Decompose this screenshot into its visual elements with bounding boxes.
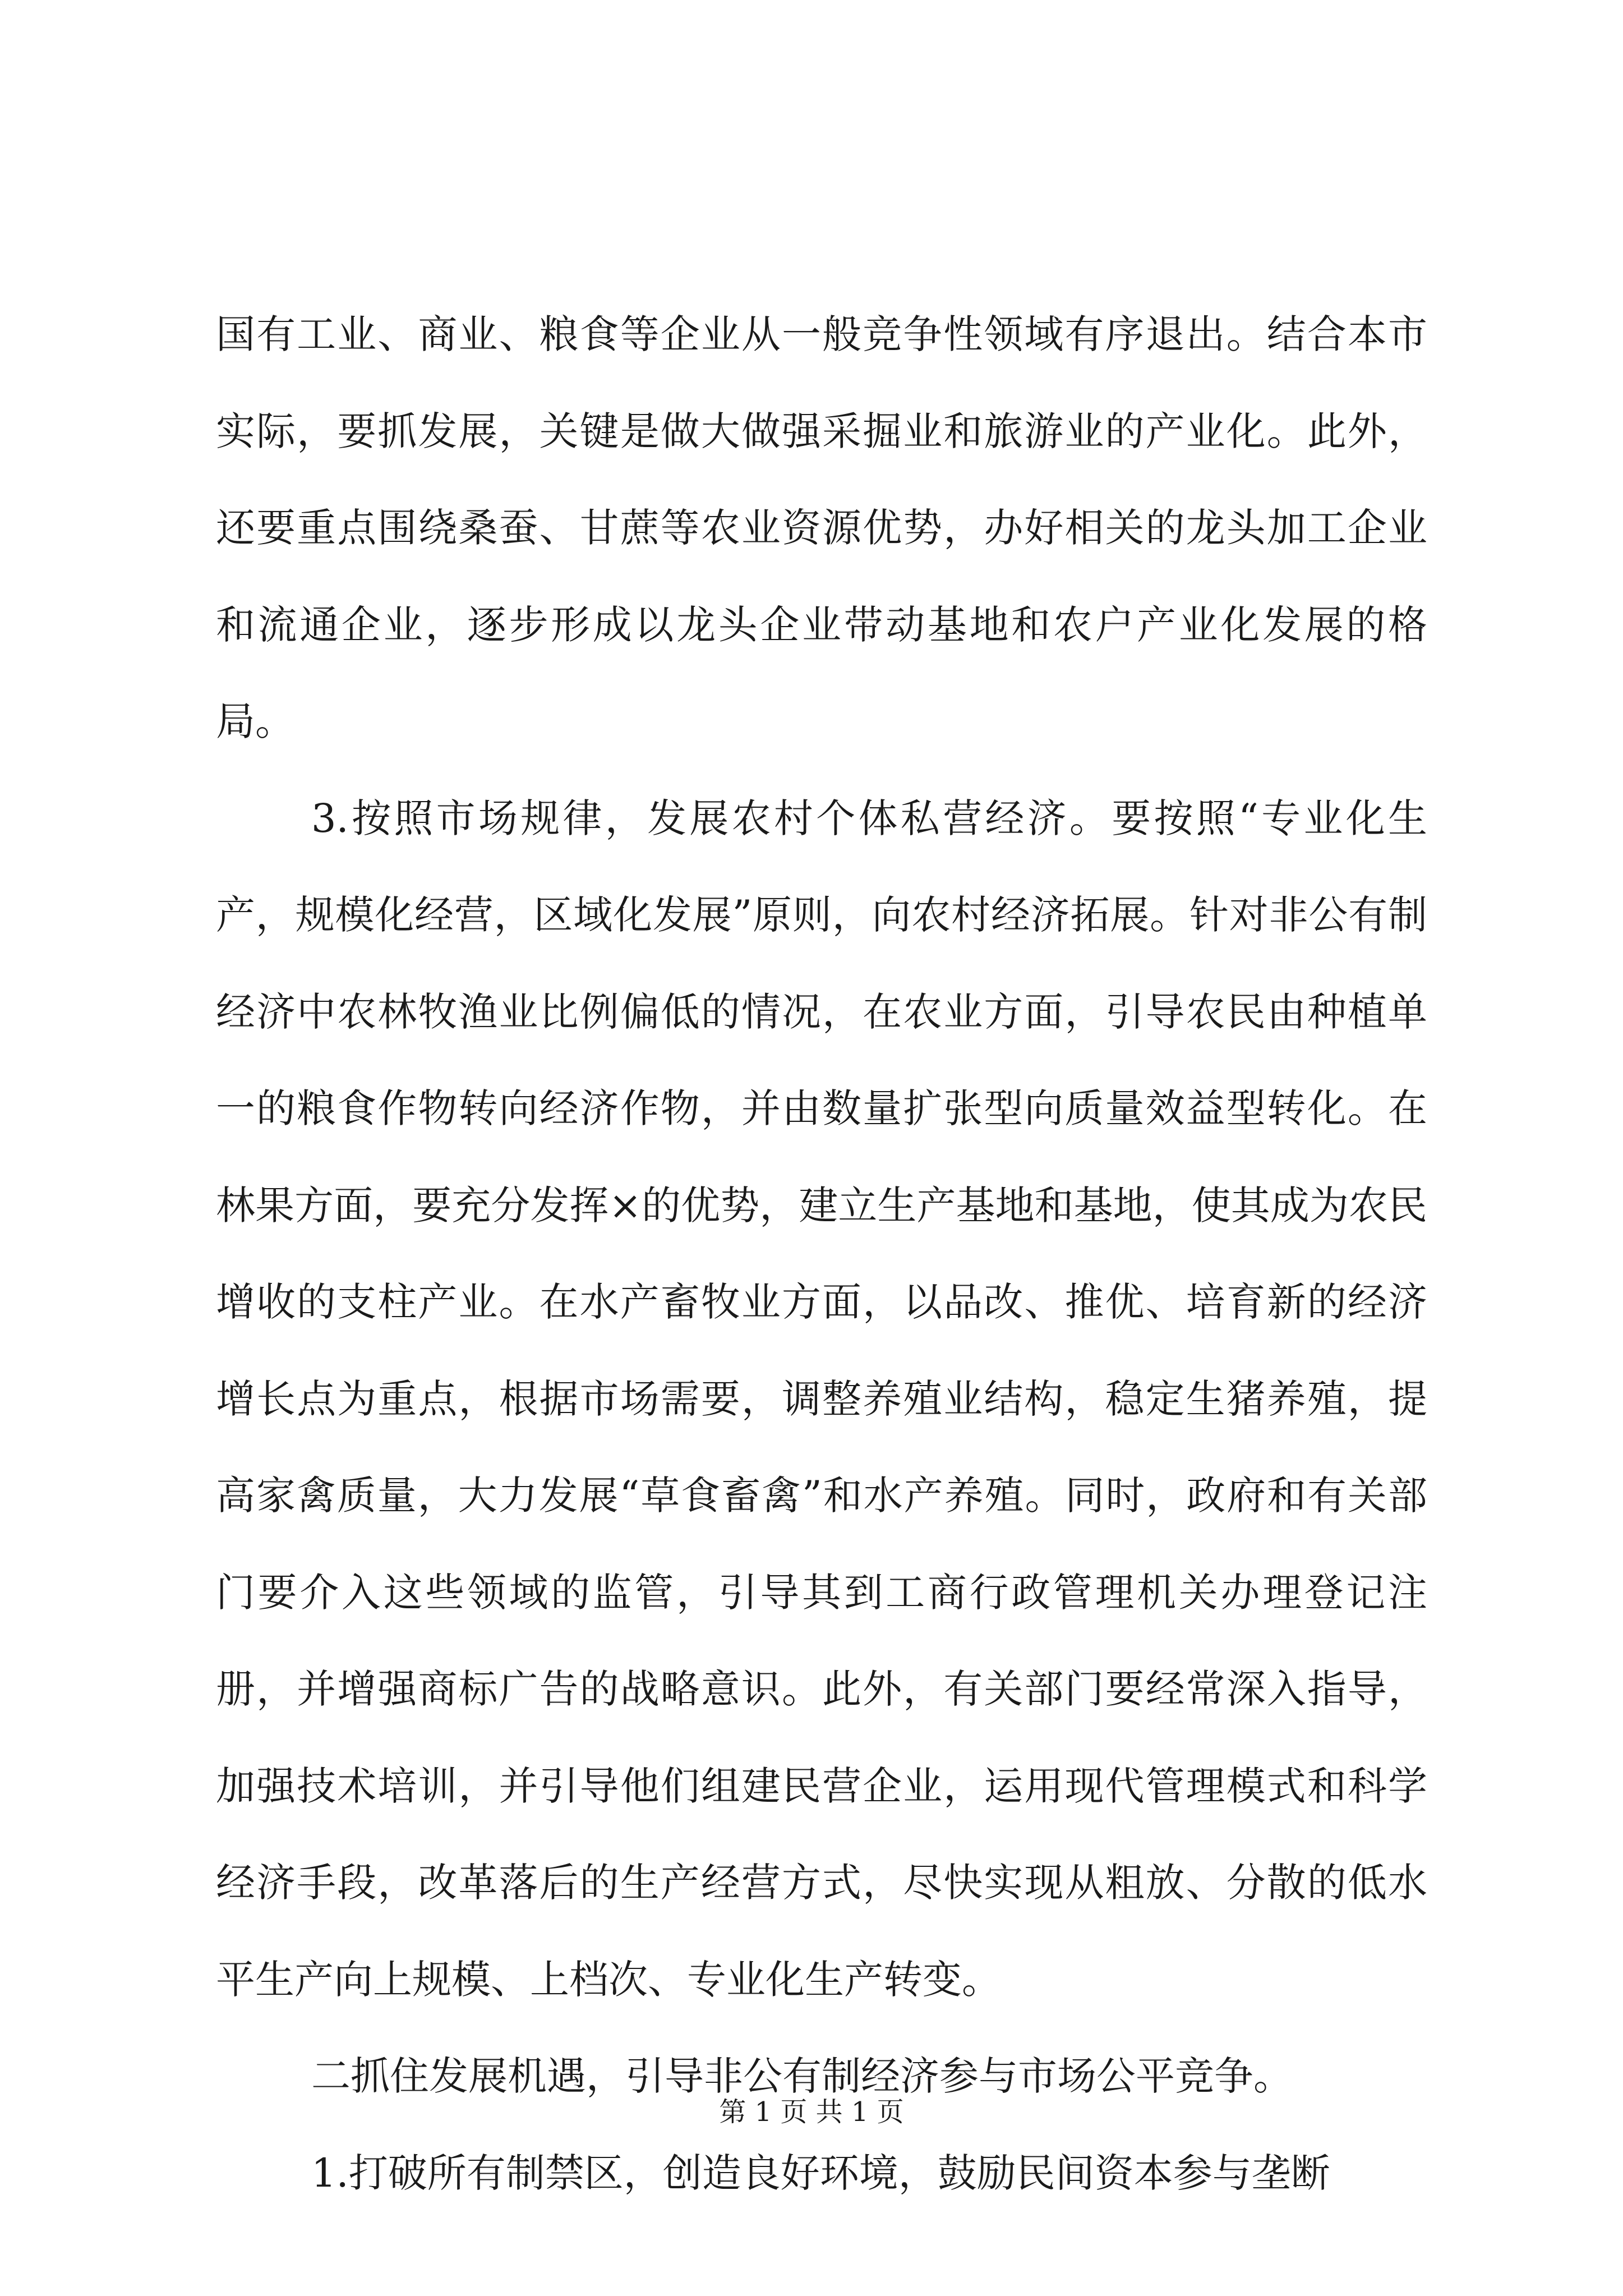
paragraph-break-ownership-restrictions: 1.打破所有制禁区，创造良好环境，鼓励民间资本参与垄断	[311, 2150, 1330, 2196]
paragraph-rural-private-economy: 3.按照市场规律，发展农村个体私营经济。要按照“专业化生产，规模化经营，区域化发展”原则，向农村经济拓展。针对非公有制经济中农林牧渔业比例偏低的情况，在农业方面，引导农民由种植单一的粮食作物转向经济作物，并由数量扩张型向质量效益型转化。在林果方面，要充分发挥×的优势，建立生产基地和基地，使其成为农民增收的支柱产业。在水产畜牧业方面，以品改、推优、培育新的经济增长点为重点，根据市场需要，调整养殖业结构，稳定生猪养殖，提高家禽质量，大力发展“草食畜禽”和水产养殖。同时，政府和有关部门要介入这些领域的监管，引导其到工商行政管理机关办理登记注册，并增强商标广告的战略意识。此外，有关部门要经常深入指导，加强技术培训，并引导他们组建民营企业，运用现代管理模式和科学经济手段，改革落后的生产经营方式，尽快实现从粗放、分散的低水平生产向上规模、上档次、专业化生产转变。	[216, 795, 1427, 2003]
paragraph-continuation: 国有工业、商业、粮食等企业从一般竞争性领域有序退出。结合本市实际，要抓发展，关键是做大做强采掘业和旅游业的产业化。此外，还要重点围绕桑蚕、甘蔗等农业资源优势，办好相关的龙头加工企业和流通企业，逐步形成以龙头企业带动基地和农户产业化发展的格局。	[216, 311, 1427, 744]
document-body	[216, 286, 1427, 2221]
page-footer: 第 1 页 共 1 页	[719, 2096, 904, 2128]
section-heading-fair-competition: 二抓住发展机遇，引导非公有制经济参与市场公平竞争。	[311, 2053, 1293, 2099]
